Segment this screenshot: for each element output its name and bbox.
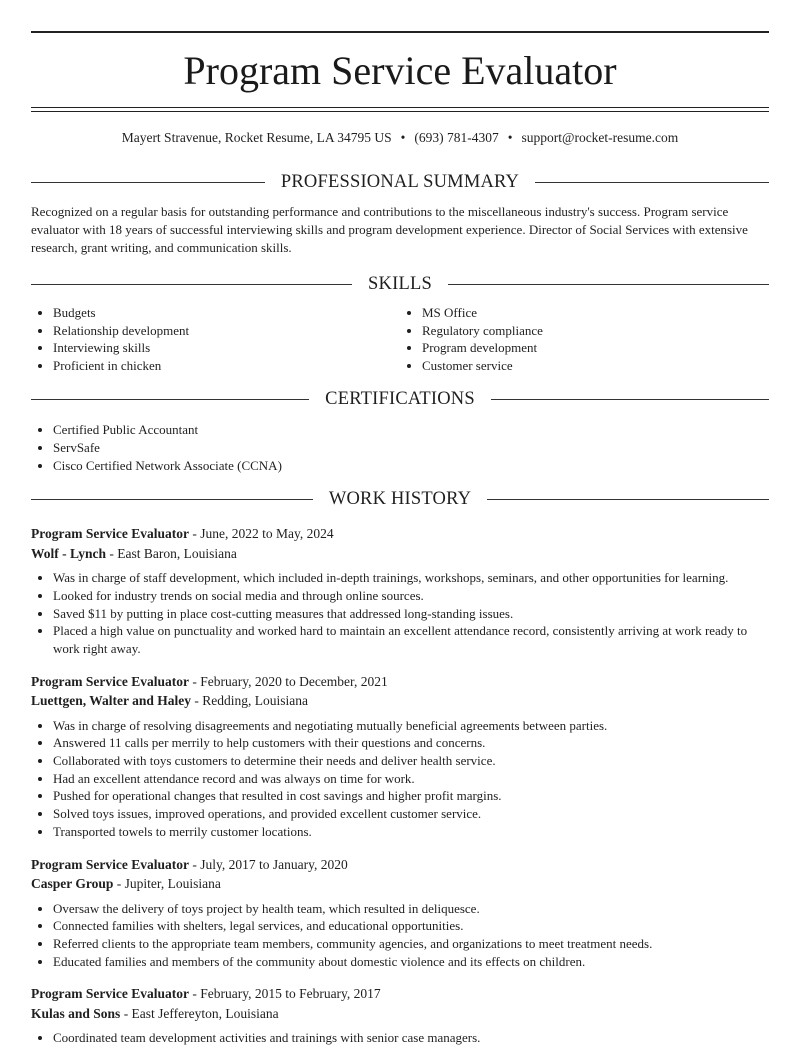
section-rule xyxy=(31,182,265,183)
job-title-row xyxy=(31,984,769,1004)
section-title-summary: PROFESSIONAL SUMMARY xyxy=(280,172,520,192)
job-dates: - February, 2020 to December, 2021 xyxy=(188,673,388,689)
list-item: • Budgets xyxy=(53,304,400,322)
section-rule xyxy=(535,182,769,183)
list-item: • Transported towels to merrily customer locations. xyxy=(53,823,769,841)
list-item: • Answered 11 calls per merrily to help customers with their questions and concerns. xyxy=(53,734,769,752)
list-item: • Interviewing skills xyxy=(53,339,400,357)
list-item: • Educated families and members of the community about domestic violence and its effects on children. xyxy=(53,953,769,971)
section-title-skills: SKILLS xyxy=(368,274,432,294)
section-rule xyxy=(31,284,352,285)
resume-page xyxy=(31,31,769,1047)
top-rule xyxy=(31,31,769,33)
skills-column-right xyxy=(400,304,769,374)
list-item: • Placed a high value on punctuality and worked hard to maintain an excellent attendance record, consistently arriving at work ready to work right away. xyxy=(53,622,769,657)
job-role: Program Service Evaluator xyxy=(31,856,189,872)
job-bullets xyxy=(31,717,769,841)
section-rule xyxy=(31,399,309,400)
job-bullets xyxy=(31,900,769,971)
list-item: • Referred clients to the appropriate team members, community agencies, and organizations to meet treatment needs. xyxy=(53,935,769,953)
job-bullets xyxy=(31,1029,769,1047)
job-company: Kulas and Sons xyxy=(31,1005,121,1021)
list-item: • Oversaw the delivery of toys project by health team, which resulted in deliquesce. xyxy=(53,900,769,918)
contact-separator: • xyxy=(400,130,406,145)
list-item: • Pushed for operational changes that resulted in cost savings and higher profit margins. xyxy=(53,787,769,805)
job-role: Program Service Evaluator xyxy=(31,526,189,542)
list-item: • Was in charge of staff development, which included in-depth trainings, workshops, seminars, and other opportunities for learning. xyxy=(53,569,769,587)
list-item: • Cisco Certified Network Associate (CCNA) xyxy=(53,457,769,475)
job-title-row xyxy=(31,672,769,692)
job-entry xyxy=(31,855,769,971)
list-item: • Customer service xyxy=(422,357,769,375)
list-item: • Had an excellent attendance record and was always on time for work. xyxy=(53,770,769,788)
contact-email: support@rocket-resume.com xyxy=(521,130,679,145)
section-rule xyxy=(491,399,769,400)
job-entry xyxy=(31,984,769,1047)
double-rule xyxy=(31,107,769,112)
list-item: • Solved toys issues, improved operations, and provided excellent customer service. xyxy=(53,805,769,823)
list-item: • Was in charge of resolving disagreements and negotiating mutually beneficial agreements between parties. xyxy=(53,717,769,735)
section-header-certifications xyxy=(31,387,769,411)
section-title-certifications: CERTIFICATIONS xyxy=(325,389,475,410)
section-rule xyxy=(487,499,769,500)
list-item: • Relationship development xyxy=(53,322,400,340)
contact-separator: • xyxy=(507,130,513,145)
job-location: - East Jeffereyton, Louisiana xyxy=(120,1005,279,1021)
job-company-row xyxy=(31,544,769,564)
job-dates: - February, 2015 to February, 2017 xyxy=(188,986,381,1002)
resume-title: Program Service Evaluator xyxy=(183,48,617,93)
job-entry xyxy=(31,672,769,841)
section-rule xyxy=(448,284,769,285)
list-item: • Coordinated team development activities and trainings with senior case managers. xyxy=(53,1029,769,1047)
certifications-list xyxy=(31,421,769,474)
list-item: • ServSafe xyxy=(53,439,769,457)
job-title-row xyxy=(31,855,769,875)
contact-address: Mayert Stravenue, Rocket Resume, LA 34795 US xyxy=(121,130,392,145)
section-header-summary xyxy=(31,170,769,194)
summary-text: Recognized on a regular basis for outstanding performance and contributions to the miscellaneous industry's success. Program service evaluator with 18 years of successful interviewing skills and program development experience. Director of Social Services with extensive research, grant writing, and communication skills. xyxy=(31,204,748,255)
section-title-work: WORK HISTORY xyxy=(328,489,472,510)
job-company-row xyxy=(31,1004,769,1024)
job-dates: - June, 2022 to May, 2024 xyxy=(188,526,334,542)
list-item: • Collaborated with toys customers to determine their needs and deliver health service. xyxy=(53,752,769,770)
skills-list xyxy=(31,304,769,374)
section-header-skills xyxy=(31,272,769,296)
job-company-row xyxy=(31,691,769,711)
contact-phone: (693) 781-4307 xyxy=(414,130,499,145)
list-item: • Regulatory compliance xyxy=(422,322,769,340)
list-item: • Saved $11 by putting in place cost-cutting measures that addressed long-standing issues. xyxy=(53,605,769,623)
job-role: Program Service Evaluator xyxy=(31,673,189,689)
list-item: • Program development xyxy=(422,339,769,357)
skills-column-left xyxy=(31,304,400,374)
job-location: - East Baron, Louisiana xyxy=(106,545,237,561)
list-item: • Connected families with shelters, legal services, and educational opportunities. xyxy=(53,917,769,935)
list-item: • MS Office xyxy=(422,304,769,322)
job-location: - Jupiter, Louisiana xyxy=(113,876,221,892)
job-location: - Redding, Louisiana xyxy=(191,693,308,709)
job-entry xyxy=(31,524,769,658)
section-rule xyxy=(31,499,313,500)
contact-line xyxy=(31,128,769,148)
list-item: • Certified Public Accountant xyxy=(53,421,769,439)
job-bullets xyxy=(31,569,769,658)
list-item: • Proficient in chicken xyxy=(53,357,400,375)
work-history-list xyxy=(31,524,769,1047)
job-company-row xyxy=(31,874,769,894)
job-dates: - July, 2017 to January, 2020 xyxy=(188,856,348,872)
job-role: Program Service Evaluator xyxy=(31,986,189,1002)
section-header-work xyxy=(31,487,769,511)
job-company: Casper Group xyxy=(31,876,114,892)
job-company: Luettgen, Walter and Haley xyxy=(31,693,192,709)
job-company: Wolf - Lynch xyxy=(31,545,107,561)
job-title-row xyxy=(31,524,769,544)
list-item: • Looked for industry trends on social media and through online sources. xyxy=(53,587,769,605)
